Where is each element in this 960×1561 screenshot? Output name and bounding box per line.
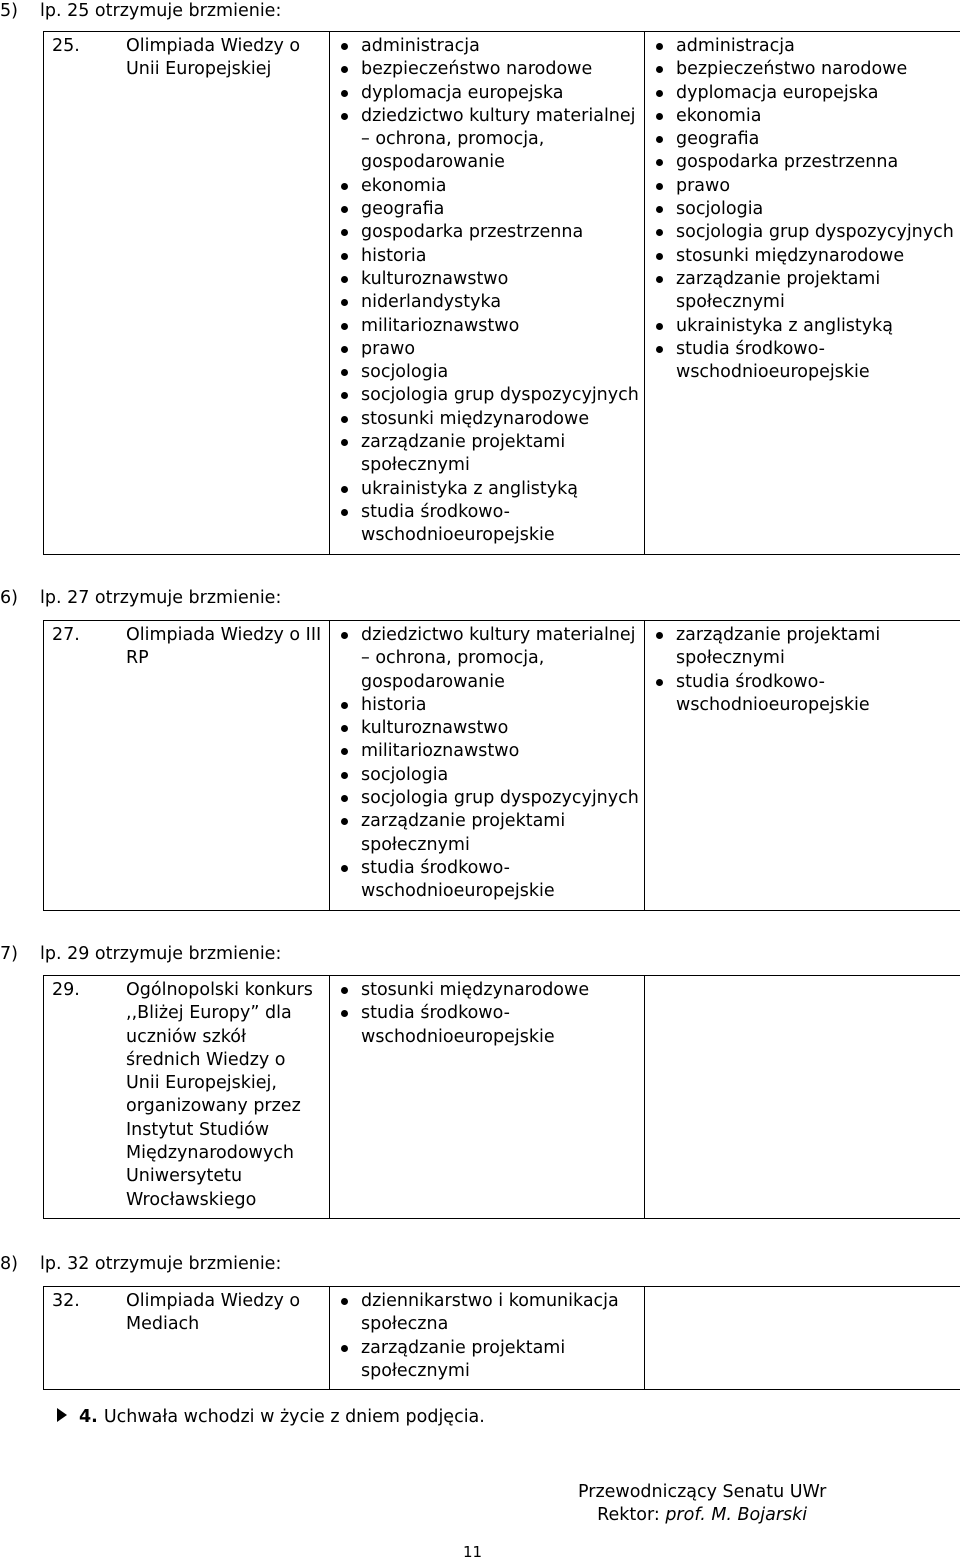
fields-column bbox=[330, 621, 645, 911]
competition-name-wrap bbox=[44, 979, 329, 1212]
competition-name-wrap bbox=[44, 35, 329, 82]
fields-list bbox=[645, 35, 960, 384]
fields-column-second bbox=[645, 32, 960, 555]
row-number: 29. bbox=[44, 979, 126, 1212]
list-item: stosunki międzynarodowe bbox=[330, 979, 644, 1002]
list-item: socjologia grup dyspozycyjnych bbox=[330, 787, 644, 810]
row-number: 27. bbox=[44, 624, 126, 671]
list-item: administracja bbox=[645, 35, 960, 58]
list-item: studia środkowo-wschodnioeuropejskie bbox=[330, 501, 644, 548]
section-heading-number: 7) bbox=[0, 943, 40, 966]
list-item: ekonomia bbox=[330, 175, 644, 198]
competition-table bbox=[43, 975, 960, 1219]
list-item: militarioznawstwo bbox=[330, 315, 644, 338]
list-item: studia środkowo-wschodnioeuropejskie bbox=[330, 1002, 644, 1049]
fields-list bbox=[330, 979, 644, 1049]
page-number: 11 bbox=[463, 1543, 482, 1561]
competition-cell bbox=[44, 976, 330, 1219]
section-heading-number: 6) bbox=[0, 587, 40, 610]
competition-name-wrap bbox=[44, 624, 329, 671]
list-item: militarioznawstwo bbox=[330, 740, 644, 763]
list-item: historia bbox=[330, 694, 644, 717]
list-item: stosunki międzynarodowe bbox=[645, 245, 960, 268]
competition-name: Olimpiada Wiedzy o Mediach bbox=[126, 1290, 329, 1337]
table-row bbox=[44, 32, 960, 555]
list-item: zarządzanie projektami społecznymi bbox=[645, 624, 960, 671]
fields-column bbox=[330, 32, 645, 555]
section-heading-text: lp. 25 otrzymuje brzmienie: bbox=[40, 1, 281, 21]
fields-list bbox=[645, 624, 960, 717]
clause-number: 4. bbox=[79, 1407, 98, 1427]
list-item: zarządzanie projektami społecznymi bbox=[645, 268, 960, 315]
competition-table bbox=[43, 31, 960, 555]
competition-name: Olimpiada Wiedzy o Unii Europejskiej bbox=[126, 35, 329, 82]
list-item: dziennikarstwo i komunikacja społeczna bbox=[330, 1290, 644, 1337]
list-item: kulturoznawstwo bbox=[330, 268, 644, 291]
arrow-bullet-icon bbox=[57, 1408, 67, 1422]
table-row bbox=[44, 621, 960, 911]
list-item: socjologia grup dyspozycyjnych bbox=[645, 221, 960, 244]
competition-cell bbox=[44, 1287, 330, 1390]
final-clause bbox=[57, 1406, 485, 1429]
section-heading-number: 8) bbox=[0, 1253, 40, 1276]
list-item: dziedzictwo kultury materialnej – ochrona, promocja, gospodarowanie bbox=[330, 105, 644, 175]
list-item: studia środkowo-wschodnioeuropejskie bbox=[645, 338, 960, 385]
list-item: dziedzictwo kultury materialnej – ochrona, promocja, gospodarowanie bbox=[330, 624, 644, 694]
fields-column-second bbox=[645, 621, 960, 911]
list-item: zarządzanie projektami społecznymi bbox=[330, 810, 644, 857]
list-item: bezpieczeństwo narodowe bbox=[645, 58, 960, 81]
section-heading-number: 5) bbox=[0, 0, 40, 23]
list-item: niderlandystyka bbox=[330, 291, 644, 314]
list-item: administracja bbox=[330, 35, 644, 58]
fields-list bbox=[330, 624, 644, 904]
list-item: gospodarka przestrzenna bbox=[645, 151, 960, 174]
list-item: dyplomacja europejska bbox=[645, 82, 960, 105]
list-item: prawo bbox=[330, 338, 644, 361]
row-number: 32. bbox=[44, 1290, 126, 1337]
list-item: geografia bbox=[330, 198, 644, 221]
list-item: studia środkowo-wschodnioeuropejskie bbox=[330, 857, 644, 904]
fields-list bbox=[330, 35, 644, 548]
list-item: stosunki międzynarodowe bbox=[330, 408, 644, 431]
list-item: kulturoznawstwo bbox=[330, 717, 644, 740]
list-item: ukrainistyka z anglistyką bbox=[645, 315, 960, 338]
fields-column-second bbox=[645, 1287, 960, 1390]
list-item: dyplomacja europejska bbox=[330, 82, 644, 105]
competition-table bbox=[43, 1286, 960, 1390]
list-item: zarządzanie projektami społecznymi bbox=[330, 431, 644, 478]
competition-table bbox=[43, 620, 960, 911]
list-item: socjologia grup dyspozycyjnych bbox=[330, 384, 644, 407]
fields-column bbox=[330, 1287, 645, 1390]
signature-rector: Rektor: prof. M. Bojarski bbox=[578, 1504, 826, 1527]
section-heading-text: lp. 29 otrzymuje brzmienie: bbox=[40, 944, 281, 964]
list-item: studia środkowo-wschodnioeuropejskie bbox=[645, 671, 960, 718]
list-item: ukrainistyka z anglistyką bbox=[330, 478, 644, 501]
list-item: socjologia bbox=[330, 361, 644, 384]
list-item: gospodarka przestrzenna bbox=[330, 221, 644, 244]
section-heading bbox=[0, 587, 281, 610]
list-item: prawo bbox=[645, 175, 960, 198]
table-row bbox=[44, 976, 960, 1219]
list-item: geografia bbox=[645, 128, 960, 151]
section-heading-text: lp. 32 otrzymuje brzmienie: bbox=[40, 1254, 281, 1274]
section-heading-text: lp. 27 otrzymuje brzmienie: bbox=[40, 588, 281, 608]
section-heading bbox=[0, 0, 281, 23]
signature-title: Przewodniczący Senatu UWr bbox=[578, 1481, 826, 1504]
list-item: bezpieczeństwo narodowe bbox=[330, 58, 644, 81]
fields-column-second bbox=[645, 976, 960, 1219]
list-item: socjologia bbox=[330, 764, 644, 787]
table-row bbox=[44, 1287, 960, 1390]
competition-cell bbox=[44, 32, 330, 555]
section-heading bbox=[0, 943, 281, 966]
list-item: ekonomia bbox=[645, 105, 960, 128]
fields-list bbox=[330, 1290, 644, 1383]
rector-name: prof. M. Bojarski bbox=[665, 1505, 807, 1525]
competition-name: Olimpiada Wiedzy o III RP bbox=[126, 624, 329, 671]
fields-column bbox=[330, 976, 645, 1219]
list-item: historia bbox=[330, 245, 644, 268]
competition-cell bbox=[44, 621, 330, 911]
clause-text: Uchwała wchodzi w życie z dniem podjęcia. bbox=[104, 1407, 485, 1427]
row-number: 25. bbox=[44, 35, 126, 82]
list-item: socjologia bbox=[645, 198, 960, 221]
list-item: zarządzanie projektami społecznymi bbox=[330, 1337, 644, 1384]
competition-name: Ogólnopolski konkurs ,,Bliżej Europy” dla uczniów szkół średnich Wiedzy o Unii Europejskiej, organizowany przez Instytut Studiów Międzynarodowych Uniwersytetu Wrocławskiego bbox=[126, 979, 329, 1212]
signature-block bbox=[578, 1481, 826, 1528]
section-heading bbox=[0, 1253, 281, 1276]
competition-name-wrap bbox=[44, 1290, 329, 1337]
